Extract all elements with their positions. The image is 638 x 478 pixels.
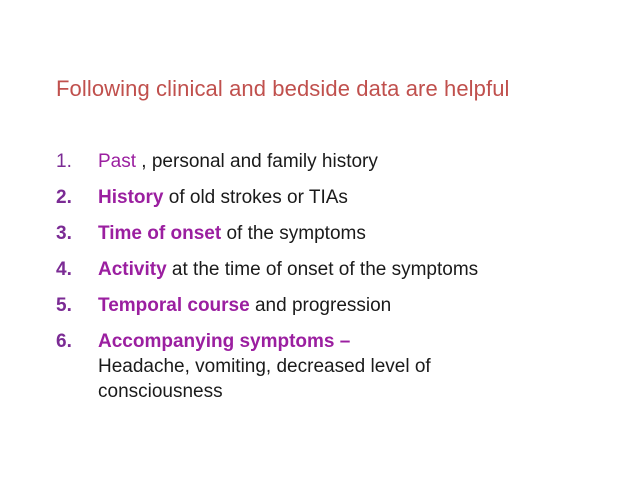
item-rest: at the time of onset of the symptoms <box>166 259 479 280</box>
item-text <box>98 221 626 246</box>
item-text <box>98 257 626 282</box>
list-item <box>56 149 626 174</box>
list-item <box>56 257 626 282</box>
list-item <box>56 185 626 210</box>
item-highlight: History <box>98 187 164 208</box>
item-rest: of the symptoms <box>221 223 366 244</box>
item-text <box>98 293 626 318</box>
item-text <box>98 329 626 354</box>
item-highlight: Accompanying symptoms <box>98 331 335 352</box>
list-item <box>56 221 626 246</box>
item-text <box>98 149 626 174</box>
item-highlight: Activity <box>98 259 167 280</box>
item-number: 2. <box>56 187 72 208</box>
item-number: 5. <box>56 295 72 316</box>
item-text-line3: consciousness <box>98 381 223 402</box>
item-highlight: Temporal course <box>98 295 250 316</box>
item-text-line2: Headache, vomiting, decreased level of <box>98 356 431 377</box>
data-list <box>56 149 626 415</box>
list-item <box>56 329 626 404</box>
item-number: 6. <box>56 331 72 352</box>
slide-title: Following clinical and bedside data are helpful <box>56 76 510 101</box>
list-item <box>56 293 626 318</box>
item-rest: and progression <box>249 295 392 316</box>
item-rest: of old strokes or TIAs <box>163 187 348 208</box>
item-number: 1. <box>56 151 72 172</box>
item-highlight: Past <box>98 151 137 172</box>
item-rest: , personal and family history <box>136 151 378 172</box>
item-text <box>98 185 626 210</box>
item-number: 3. <box>56 223 72 244</box>
item-highlight: Time of onset <box>98 223 222 244</box>
item-rest: – <box>334 331 351 352</box>
item-number: 4. <box>56 259 72 280</box>
